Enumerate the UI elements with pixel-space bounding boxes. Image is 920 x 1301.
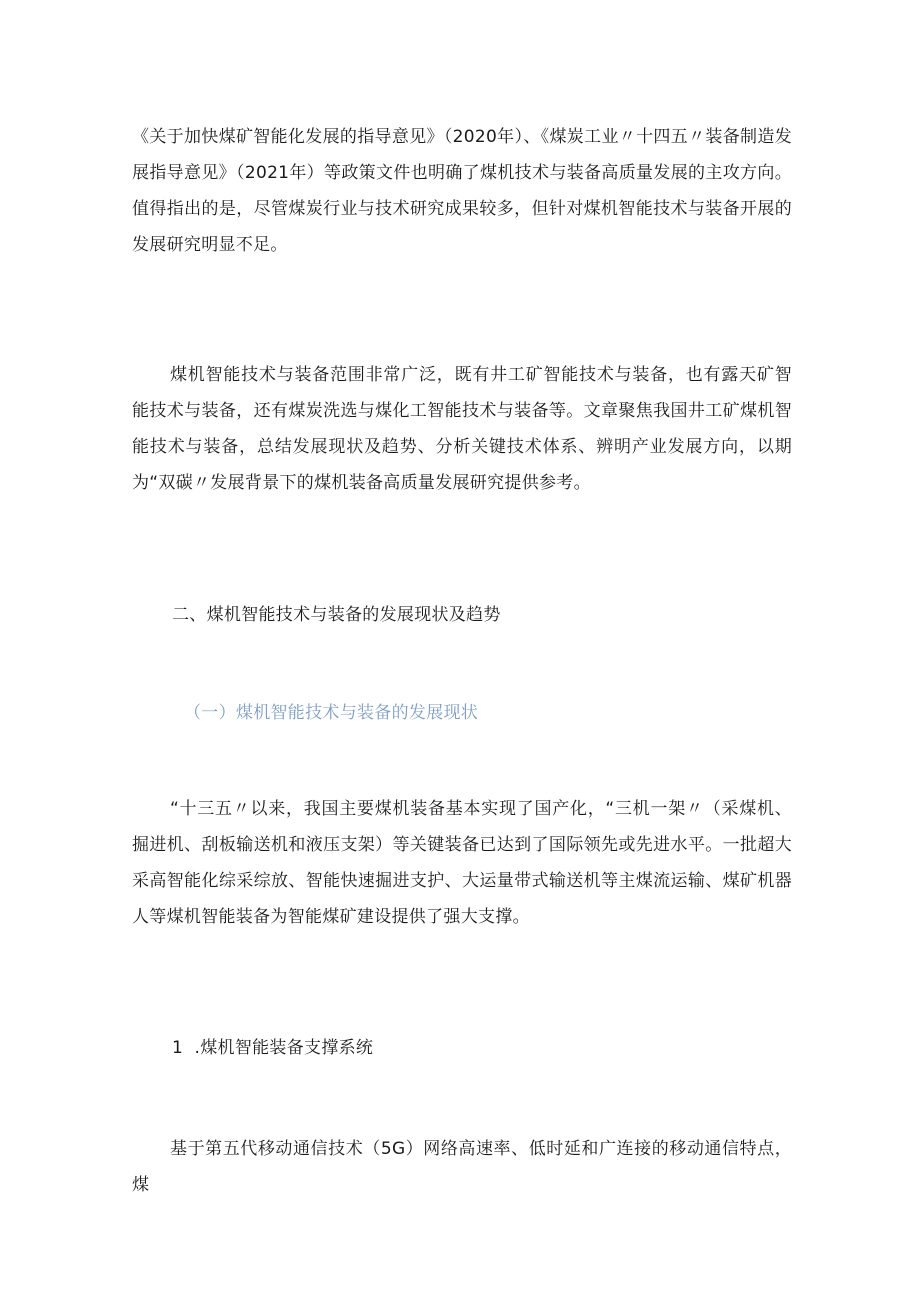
item-heading: 1 .煤机智能装备支撑系统 [172, 1038, 374, 1058]
subsection-heading: （一）煤机智能技术与装备的发展现状 [184, 703, 479, 723]
paragraph-5g-network: 基于第五代移动通信技术（5G）网络高速率、低时延和广连接的移动通信特点，煤 [132, 1139, 792, 1195]
paragraph-policy-documents: 《关于加快煤矿智能化发展的指导意见》（2020年）、《煤炭工业〃十四五〃装备制造发展指导意见》（2021年）等政策文件也明确了煤机技术与装备高质量发展的主攻方向。值得指出的是，尽管煤炭行业与技术研究成果较多，但针对煤机智能技术与装备开展的发展研究明显不足。 [132, 127, 792, 255]
paragraph-scope: 煤机智能技术与装备范围非常广泛，既有井工矿智能技术与装备，也有露天矿智能技术与装备，还有煤炭洗选与煤化工智能技术与装备等。文章聚焦我国井工矿煤机智能技术与装备，总结发展现状及趋势、分析关键技术体系、辨明产业发展方向，以期为“双碳〃发展背景下的煤机装备高质量发展研究提供参考。 [132, 365, 792, 493]
section-heading: 二、煤机智能技术与装备的发展现状及趋势 [172, 605, 501, 625]
paragraph-development-status: “十三五〃以来，我国主要煤机装备基本实现了国产化，“三机一架〃（采煤机、掘进机、刮板输送机和液压支架）等关键装备已达到了国际领先或先进水平。一批超大采高智能化综采综放、智能快速掘进支护、大运量带式输送机等主煤流运输、煤矿机器人等煤机智能装备为智能煤矿建设提供了强大支撑。 [132, 799, 792, 927]
